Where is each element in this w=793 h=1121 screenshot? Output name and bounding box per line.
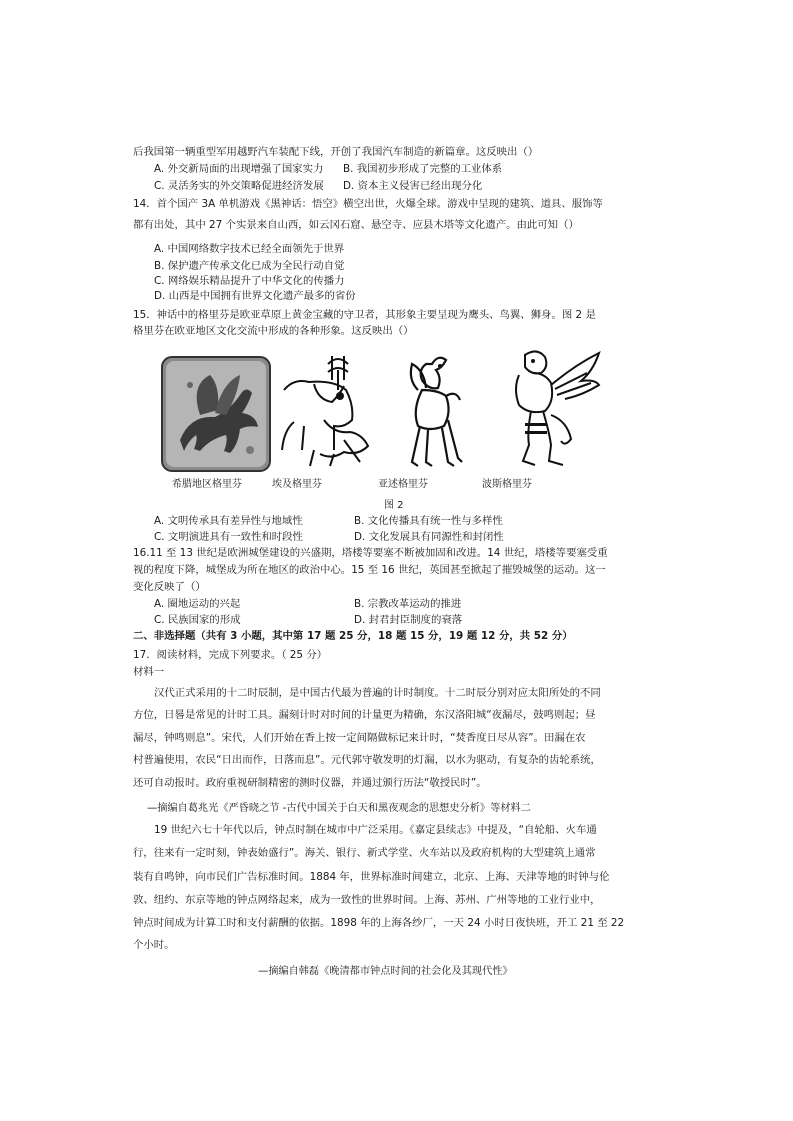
q14-option-b: B. 保护遗产传承文化已成为全民行动自觉: [154, 260, 345, 272]
q16-option-c: C. 民族国家的形成: [154, 614, 241, 626]
q14-option-c: C. 网络娱乐精品提升了中华文化的传播力: [154, 275, 345, 287]
q17-stem: 17．阅读材料，完成下列要求。（ 25 分）: [133, 649, 328, 661]
q15-option-b: B. 文化传播具有统一性与多样性: [354, 515, 503, 527]
figure-label: 图 2: [384, 500, 404, 511]
material1-source: —摘编自葛兆光《严昏晓之节 -古代中国关于白天和黑夜观念的思想史分析》等材料二: [147, 803, 531, 814]
material1-label: 材料一: [133, 666, 165, 678]
q16-stem-line1: 16.11 至 13 世纪是欧洲城堡建设的兴盛期，塔楼等要塞不断被加固和改进。14 世纪，塔楼等要塞受重: [133, 547, 608, 559]
q14-option-d: D. 山西是中国拥有世界文化遗产最多的省份: [154, 290, 356, 302]
q15-stem-line1: 15．神话中的格里芬是欧亚草原上黄金宝藏的守卫者，其形象主要呈现为鹰头、鸟翼、狮身。图 2 是: [133, 309, 596, 321]
egyptian-griffin-image: [274, 350, 379, 472]
material2-line1: 19 世纪六七十年代以后，钟点时制在城市中广泛采用。《嘉定县续志》中提及，“自轮船、火车通: [154, 824, 597, 836]
q13-option-a: A. 外交新局面的出现增强了国家实力: [154, 163, 324, 175]
q15-option-c: C. 文明演进具有一致性和时段性: [154, 531, 303, 543]
q16-option-d: D. 封君封臣制度的衰落: [354, 614, 463, 626]
q14-stem-line2: 都有出处，其中 27 个实景来自山西，如云冈石窟、悬空寺、应县木塔等文化遗产。由此可知（）: [133, 219, 579, 231]
q13-option-b: B. 我国初步形成了完整的工业体系: [343, 163, 503, 175]
caption-assyrian-griffin: 亚述格里芬: [378, 479, 428, 490]
q14-stem-line1: 14．首个国产 3A 单机游戏《黑神话：悟空》横空出世，火爆全球。游戏中呈现的建筑、道具、服饰等: [133, 198, 603, 210]
persian-griffin-image: [505, 345, 603, 473]
material2-line3: 装有自鸣钟，向市民们广告标准时间。1884 年，世界标准时间建立，北京、上海、天津等地的时钟与伦: [133, 871, 610, 883]
material1-line4: 村普遍使用，农民“日出而作，日落而息”。元代郭守敬发明的灯漏，以水为驱动，有复杂的齿轮系统，: [133, 754, 601, 766]
q13-stem: 后我国第一辆重型军用越野汽车装配下线，开创了我国汽车制造的新篇章。这反映出（）: [133, 146, 539, 158]
material2-line5: 钟点时间成为计算工时和支付薪酬的依据。1898 年的上海各纱厂，一天 24 小时日夜快班，开工 21 至 22: [133, 917, 625, 929]
caption-egyptian-griffin: 埃及格里芬: [272, 479, 322, 490]
q16-option-a: A. 圈地运动的兴起: [154, 598, 241, 610]
assyrian-griffin-image: [398, 350, 466, 472]
section2-title: 二、非选择题（共有 3 小题，其中第 17 题 25 分，18 题 15 分，19 题 12 分，共 52 分）: [133, 630, 573, 642]
q15-stem-line2: 格里芬在欧亚地区文化交流中形成的各种形象。这反映出（）: [133, 325, 414, 337]
material2-line4: 敦、纽约、东京等地的钟点网络起来，成为一致性的世界时间。上海、苏州、广州等地的工业行业中，: [133, 894, 601, 906]
q15-option-a: A. 文明传承具有差异性与地域性: [154, 515, 303, 527]
q14-option-a: A. 中国网络数字技术已经全面领先于世界: [154, 243, 345, 255]
q16-option-b: B. 宗教改革运动的推进: [354, 598, 462, 610]
q16-stem-line3: 变化反映了（）: [133, 581, 206, 593]
material2-line6: 个小时。: [133, 939, 175, 951]
material2-line2: 行，往来有一定时刻，钟表始盛行”。海关、银行、新式学堂、火车站以及政府机构的大型建筑上通常: [133, 847, 596, 859]
q15-option-d: D. 文化发展具有同源性和封闭性: [354, 531, 504, 543]
greek-griffin-image: [160, 355, 272, 473]
material1-line5: 还可自动报时。政府重视研制精密的测时仪器，并通过颁行历法“敬授民时”。: [133, 777, 487, 789]
q13-option-c: C. 灵活务实的外交策略促进经济发展: [154, 180, 324, 192]
q16-stem-line2: 视的程度下降，城堡成为所在地区的政治中心。15 至 16 世纪，英国甚至掀起了摧毁城堡的运动。这一: [133, 564, 606, 576]
q13-option-d: D. 资本主义侵害已经出现分化: [343, 180, 483, 192]
material1-line2: 方位，日晷是常见的计时工具。漏刻计时对时间的计量更为精确，东汉洛阳城“夜漏尽，鼓鸣则起；昼: [133, 709, 596, 721]
material2-source: —摘编自韩磊《晚清都市钟点时间的社会化及其现代性》: [258, 966, 513, 977]
material1-line1: 汉代正式采用的十二时辰制，是中国古代最为普遍的计时制度。十二时辰分别对应太阳所处的不同: [154, 687, 601, 699]
caption-persian-griffin: 波斯格里芬: [482, 479, 532, 490]
caption-greek-griffin: 希腊地区格里芬: [172, 479, 242, 490]
material1-line3: 漏尽，钟鸣则息”。宋代，人们开始在香上按一定间隔做标记来计时，“焚香度日尽从容”。田漏在农: [133, 732, 586, 744]
